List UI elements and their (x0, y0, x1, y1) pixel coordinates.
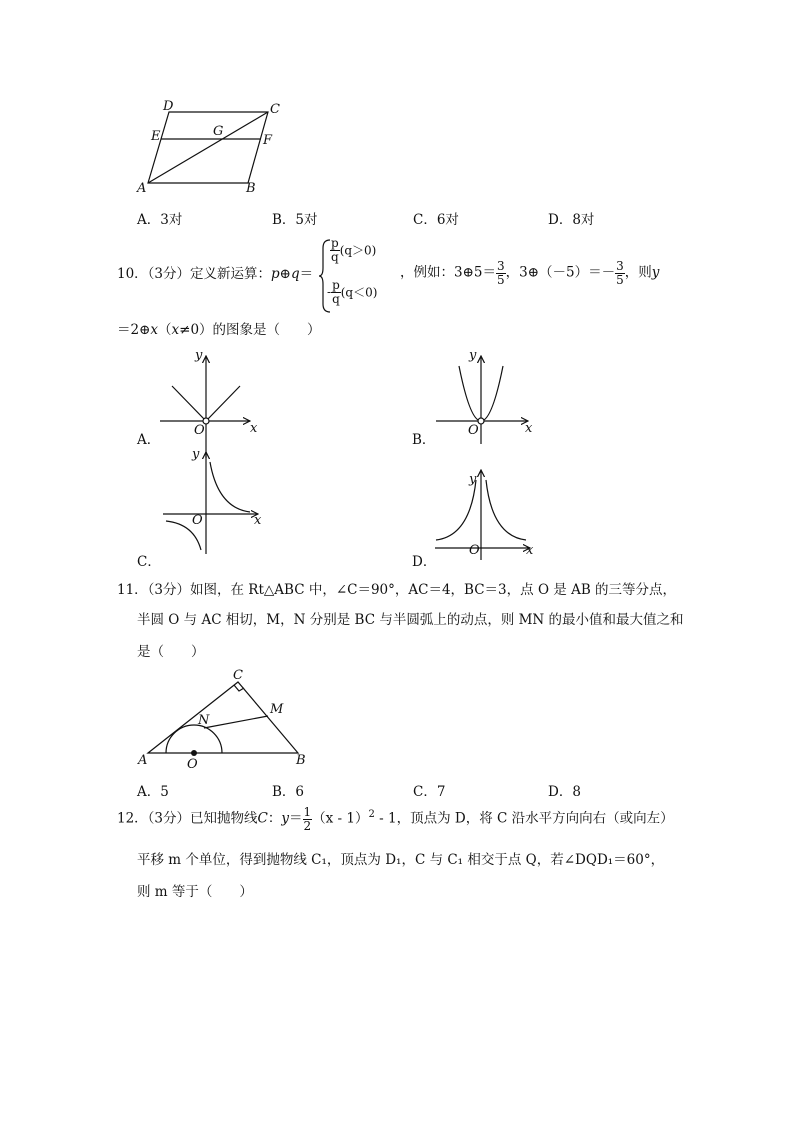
q10-case-2: - $\frac{p}{q}$ (q＜0) (327, 278, 378, 306)
q10-option-a-label[interactable]: A． (137, 432, 161, 448)
graph-a-origin-label: O (194, 423, 205, 438)
semicircle-o (166, 725, 222, 753)
q11-label-b: B (296, 753, 306, 768)
graph-c-origin-label: O (192, 513, 203, 528)
q12-stem-line2: 平移 m 个单位，得到抛物线 C₁，顶点为 D₁，C 与 C₁ 相交于点 Q，若∠DQD₁＝60°， (137, 852, 665, 868)
graph-c-y-label: y (192, 447, 200, 462)
q11-label-c: C (233, 668, 243, 683)
q11-triangle-figure (0, 660, 794, 770)
q11-label-n: N (198, 713, 210, 728)
q11-stem-line2: 半圆 O 与 AC 相切，M，N 分别是 BC 与半圆弧上的动点，则 MN 的最小值和最大值之和 (137, 612, 684, 628)
q9-label-f: F (263, 133, 273, 148)
graph-a-x-label: x (250, 421, 258, 436)
graph-a[interactable] (160, 356, 250, 458)
graph-d-x-label: x (526, 543, 534, 558)
q9-option-b[interactable]: B．5对 (272, 212, 318, 228)
q9-label-b: B (246, 181, 256, 196)
q11-stem-line3: 是（ ） (137, 644, 205, 660)
q11-label-a: A (138, 753, 148, 768)
q10-option-b-label[interactable]: B． (412, 432, 436, 448)
q9-label-g: G (213, 124, 224, 139)
graph-d[interactable] (435, 470, 530, 560)
q11-option-d[interactable]: D．8 (548, 784, 581, 800)
q10-option-c-label[interactable]: C． (137, 554, 161, 570)
q9-label-c: C (270, 102, 280, 117)
q11-option-a[interactable]: A．5 (137, 784, 169, 800)
graph-c[interactable] (163, 452, 258, 554)
q9-parallelogram-figure (0, 0, 794, 240)
q11-stem-line1: 11．（3分）如图，在 Rt△ABC 中，∠C＝90°，AC＝4，BC＝3，点 O 是 AB 的三等分点， (117, 582, 677, 598)
q9-option-c[interactable]: C．6对 (413, 212, 459, 228)
q10-stem-line1: 10．（3分）定义新运算：p⊕q＝ (117, 266, 314, 282)
q10-case-1: $\frac{p}{q}$ (q＞0) (331, 236, 377, 264)
triangle-abc (148, 682, 298, 753)
q10-graphs (0, 340, 794, 570)
q9-option-a[interactable]: A．3对 (137, 212, 183, 228)
q11-option-b[interactable]: B．6 (272, 784, 305, 800)
graph-b-origin-label: O (468, 423, 479, 438)
center-point-o (191, 750, 197, 756)
q9-label-d: D (163, 99, 174, 114)
q10-stem-line2: ＝2⊕x（x≠0）的图象是（ ） (117, 322, 321, 338)
q9-label-e: E (151, 129, 161, 144)
q9-label-a: A (137, 181, 147, 196)
segment-mn (204, 716, 268, 728)
graph-b-x-label: x (525, 421, 533, 436)
q10-stem-example: ，例如：3⊕5＝ $\frac{3}{5}$ ，3⊕（－5）＝－ $\frac{3}{5}$ ，则y (400, 259, 660, 287)
graph-b[interactable] (436, 356, 528, 444)
q11-option-c[interactable]: C．7 (413, 784, 446, 800)
graph-c-x-label: x (254, 513, 262, 528)
q11-label-m: M (270, 702, 284, 717)
q12-stem-line3: 则 m 等于（ ） (137, 884, 253, 900)
q12-stem-line1: 12．（3分）已知抛物线C：y＝ $\frac{1}{2}$ （x - 1）$^2$ - 1，顶点为 D，将 C 沿水平方向向右（或向左） (117, 805, 674, 833)
q10-option-d-label[interactable]: D． (412, 554, 437, 570)
graph-b-y-label: y (469, 348, 477, 363)
q11-label-o: O (187, 757, 198, 770)
graph-a-y-label: y (195, 348, 203, 363)
q9-option-d[interactable]: D．8对 (548, 212, 595, 228)
graph-d-y-label: y (469, 472, 477, 487)
graph-d-origin-label: O (469, 543, 480, 558)
